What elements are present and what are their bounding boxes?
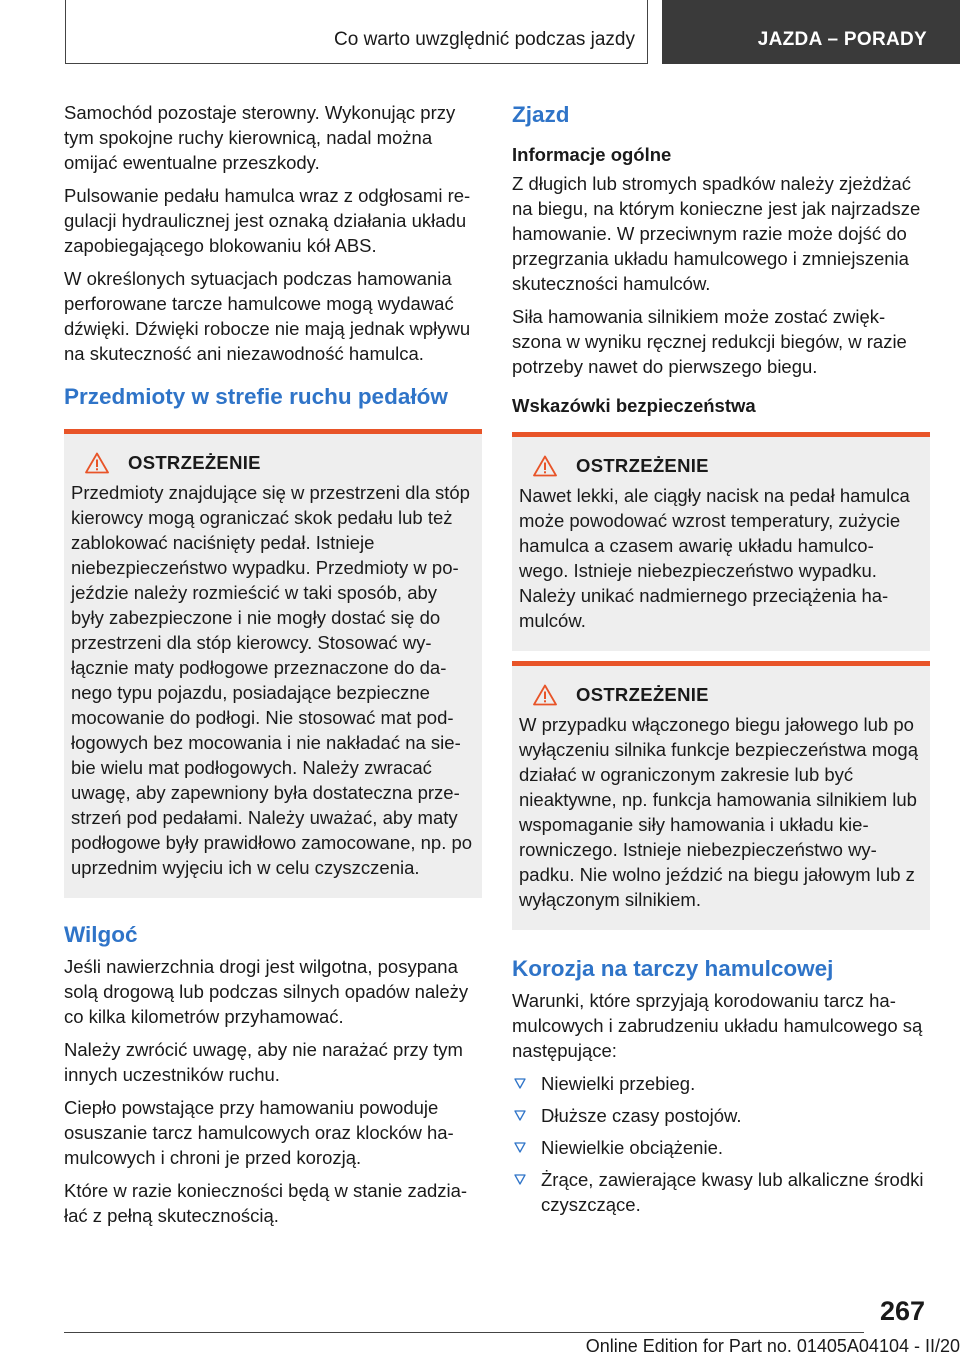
header-chapter-box bbox=[662, 0, 960, 64]
list-item-text: Żrące, zawierające kwasy lub alkaliczne środki czyszczące. bbox=[541, 1169, 924, 1215]
warning-text: W przypadku włączonego biegu jałowego lub po wyłączeniu silnika funkcje bezpieczeństwa mogą działać w ograniczonym zakresie lub być nieaktywne, np. funkcja hamowania silnikiem lub wspomaganie siły hamowania i układu kie‐rowniczego. Istnieje niebezpieczeństwo wy‐padku. Nie wolno jeździć na biegu jałowym lub z wyłączonym silnikiem. bbox=[519, 714, 918, 910]
header-section-box bbox=[65, 0, 648, 64]
list-item-text: Niewielkie obciążenie. bbox=[541, 1137, 724, 1158]
warning-box bbox=[512, 661, 930, 930]
page-header bbox=[0, 0, 960, 66]
warning-header bbox=[519, 684, 923, 706]
paragraph: W określonych sytuacjach podczas hamowania perforowane tarcze hamulcowe mogą wydawać dźwięki. Dźwięki robocze nie mają jednak wpływu na skuteczność ani niezawodność hamulca. bbox=[64, 268, 471, 364]
list-item-text: Dłuższe czasy postojów. bbox=[541, 1105, 742, 1126]
left-column bbox=[64, 100, 482, 1236]
paragraph: Pulsowanie pedału hamulca wraz z odgłosami re‐gulacji hydraulicznej jest oznaką działania układu zapobiegającego blokowaniu kół ABS. bbox=[64, 185, 471, 256]
warning-box bbox=[64, 429, 482, 898]
paragraph: Które w razie konieczności będą w stanie zadzia‐łać z pełną skutecznością. bbox=[64, 1180, 468, 1226]
warning-title: OSTRZEŻENIE bbox=[576, 455, 709, 476]
warning-box bbox=[512, 432, 930, 651]
section-title: Co warto uwzględnić podczas jazdy bbox=[334, 29, 635, 50]
warning-triangle-icon bbox=[533, 455, 557, 477]
subsection-heading: Informacje ogólne bbox=[512, 144, 672, 165]
warning-title: OSTRZEŻENIE bbox=[576, 684, 709, 705]
footer-divider bbox=[64, 1332, 864, 1333]
paragraph: Jeśli nawierzchnia drogi jest wilgotna, posypana solą drogową lub podczas silnych opadów należy co kilka kilometrów przyhamować. bbox=[64, 956, 469, 1027]
warning-header bbox=[71, 452, 475, 474]
warning-header bbox=[519, 455, 923, 477]
bullet-triangle-icon bbox=[514, 1142, 526, 1153]
bullet-triangle-icon bbox=[514, 1110, 526, 1121]
list-item bbox=[512, 1135, 930, 1160]
paragraph: Siła hamowania silnikiem może zostać zwięk‐szona w wyniku ręcznej redukcji biegów, w razie potrzeby nawet do pierwszego biegu. bbox=[512, 306, 907, 377]
page-number: 267 bbox=[879, 1296, 925, 1326]
warning-triangle-icon bbox=[85, 452, 109, 474]
warning-title: OSTRZEŻENIE bbox=[128, 452, 261, 473]
list-item bbox=[512, 1103, 930, 1128]
section-heading: Przedmioty w strefie ruchu pedałów bbox=[64, 384, 448, 409]
section-heading: Korozja na tarczy hamulcowej bbox=[512, 956, 834, 981]
list-item-text: Niewielki przebieg. bbox=[541, 1073, 696, 1094]
warning-text: Przedmioty znajdujące się w przestrzeni dla stóp kierowcy mogą ograniczać skok pedału lub też zablokować naciśnięty pedał. Istnieje niebezpieczeństwo wypadku. Przedmioty w po‐jeździe należy rozmieścić w taki sposób, aby były zabezpieczone i nie mogły dostać się do przestrzeni dla stóp kierowcy. Stosować wy‐łącznie maty podłogowe przeznaczone do da‐nego typu pojazdu, posiadające bezpieczne mocowanie do podłogi. Nie stosować mat pod‐łogowych bez mocowania i nie nakładać na sie‐bie wielu mat podłogowych. Należy zwracać uwagę, aby zapewniony była dostateczna prze‐strzeń pod pedałami. Należy uważać, aby maty podłogowe były prawidłowo zamocowane, np. po uprzednim wyjęciu ich w celu czyszczenia. bbox=[71, 482, 473, 878]
paragraph: Samochód pozostaje sterowny. Wykonując przy tym spokojne ruchy kierownicą, nadal można omijać ewentualne przeszkody. bbox=[64, 102, 456, 173]
section-heading: Zjazd bbox=[512, 102, 570, 127]
edition-note: Online Edition for Part no. 01405A04104 - II/20 bbox=[585, 1336, 960, 1356]
paragraph: Warunki, które sprzyjają korodowaniu tarcz ha‐mulcowych i zabrudzeniu układu hamulcowego są następujące: bbox=[512, 990, 923, 1061]
bullet-list bbox=[512, 1071, 930, 1217]
paragraph: Z długich lub stromych spadków należy zjeżdżać na biegu, na którym konieczne jest jak najrzadsze hamowanie. W przeciwnym razie może dojść do przegrzania układu hamulcowego i zmniejszenia skuteczności hamulców. bbox=[512, 173, 921, 294]
section-heading: Wilgoć bbox=[64, 922, 138, 947]
subsection-heading: Wskazówki bezpieczeństwa bbox=[512, 395, 756, 416]
bullet-triangle-icon bbox=[514, 1174, 526, 1185]
list-item bbox=[512, 1071, 930, 1096]
paragraph: Ciepło powstające przy hamowaniu powoduje osuszanie tarcz hamulcowych oraz klocków ha‐mulcowych i chroni je przed korozją. bbox=[64, 1097, 454, 1168]
warning-triangle-icon bbox=[533, 684, 557, 706]
chapter-title: JAZDA – PORADY bbox=[757, 29, 927, 50]
paragraph: Należy zwrócić uwagę, aby nie narażać przy tym innych uczestników ruchu. bbox=[64, 1039, 463, 1085]
warning-text: Nawet lekki, ale ciągły nacisk na pedał hamulca może powodować wzrost temperatury, zużycie hamulca a czasem awarię układu hamulco‐wego. Istnieje niebezpieczeństwo wypadku. Należy unikać nadmiernego przeciążenia ha‐mulców. bbox=[519, 485, 910, 631]
list-item bbox=[512, 1167, 930, 1217]
right-column bbox=[512, 100, 930, 1224]
bullet-triangle-icon bbox=[514, 1078, 526, 1089]
